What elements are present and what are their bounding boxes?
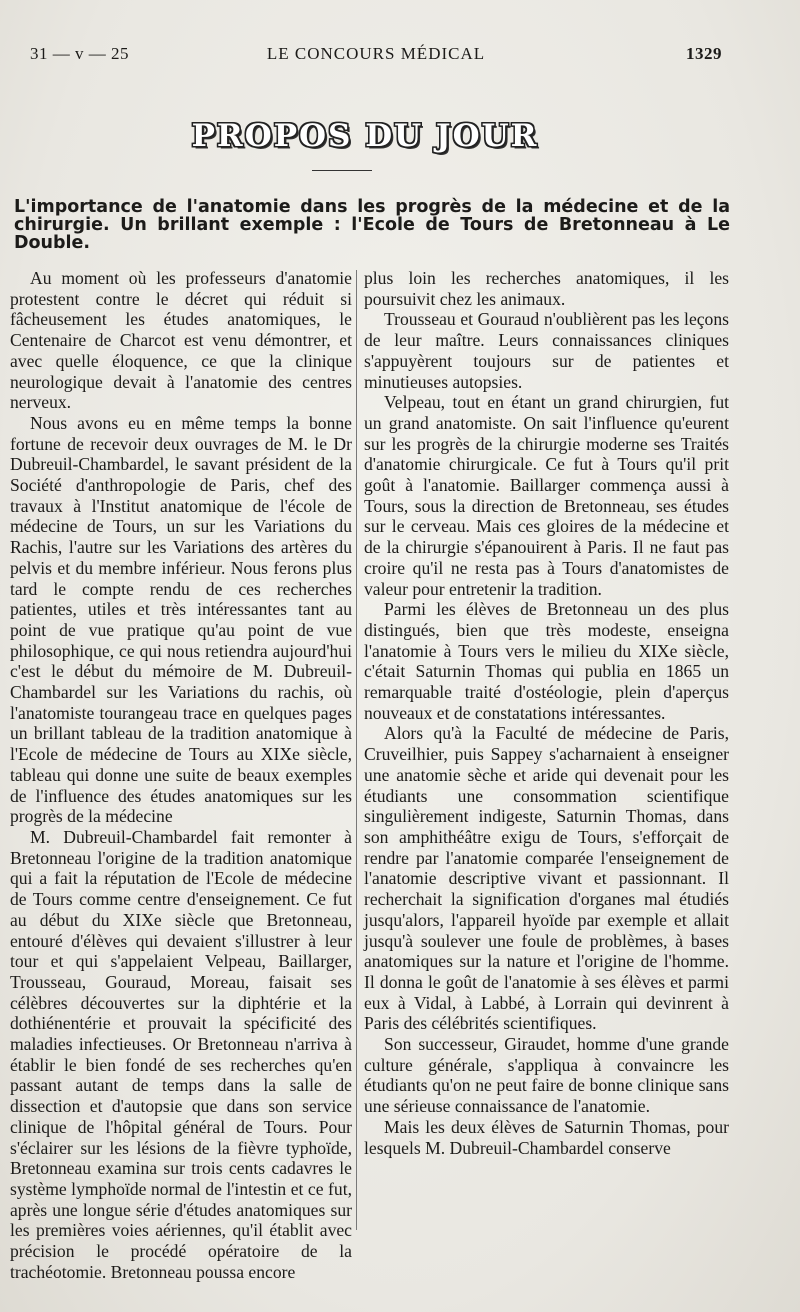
right-column — [364, 268, 729, 1158]
title-divider — [312, 170, 372, 171]
paragraph: Trousseau et Gouraud n'oublièrent pas les leçons de leur maître. Leurs connaissances cliniques s'appuyèrent toujours sur de patientes et minutieuses autopsies. — [364, 309, 729, 392]
paragraph: M. Dubreuil-Chambardel fait remonter à Bretonneau l'origine de la tradition anatomique qui a fait la réputation de l'Ecole de médecine de Tours comme centre d'enseignement. Ce fut au début du XIXe siècle que Bretonneau, entouré d'élèves qui devaient s'illustrer à leur tour et qui s'appelaient Velpeau, Baillarger, Trousseau, Gouraud, Moreau, faisait ses célèbres découvertes sur la diphtérie et la dothiénentérie et prouvait la spécificité des maladies infectieuses. Or Bretonneau n'arriva à établir le bien fondé de ses recherches qu'en passant autant de temps dans la salle de dissection et d'autopsie que dans son service clinique de l'hôpital général de Tours. Pour s'éclairer sur les lésions de la fièvre typhoïde, Bretonneau examina sur trois cents cadavres le système lymphoïde normal de l'intestin et ce fut, après une longue série d'études anatomiques sur les premières voies aériennes, qu'il établit avec précision le procédé opératoire de la trachéotomie. Bretonneau poussa encore — [10, 826, 352, 1282]
journal-name: LE CONCOURS MÉDICAL — [266, 44, 486, 63]
paragraph: Son successeur, Giraudet, homme d'une grande culture générale, s'appliqua à convaincre les étudiants qu'on ne peut faire de bonne clinique sans une sérieuse connaissance de l'anatomie. — [364, 1034, 729, 1117]
article-title: L'importance de l'anatomie dans les progrès de la médecine et de la chirurgie. Un brillant exemple : l'Ecole de Tours de Bretonneau à Le Double. — [14, 197, 730, 253]
running-header — [30, 44, 722, 72]
paragraph: Velpeau, tout en étant un grand chirurgien, fut un grand anatomiste. On sait l'influence qu'eurent sur les progrès de la chirurgie moderne ses Traités d'anatomie chirurgicale. Ce fut à Tours qu'il prit goût à l'anatomie. Baillarger commença aussi à Tours, sous la direction de Bretonneau, ses études sur le cerveau. Mais ces gloires de la médecine et de la chirurgie s'épanouirent à Paris. Il ne faut pas croire qu'il ne resta pas à Tours d'anatomistes de valeur pour entretenir la tradition. — [364, 392, 729, 599]
left-column — [10, 268, 352, 1282]
paragraph: Mais les deux élèves de Saturnin Thomas, pour lesquels M. Dubreuil-Chambardel conserve — [364, 1116, 729, 1158]
page-number: 1329 — [686, 44, 722, 63]
issue-date: 31 — v — 25 — [30, 44, 129, 63]
paragraph: plus loin les recherches anatomiques, il les poursuivit chez les animaux. — [364, 268, 729, 309]
column-divider — [356, 270, 357, 1230]
section-title: PROPOS DU JOUR — [191, 118, 539, 154]
paragraph: Au moment où les professeurs d'anatomie protestent contre le décret qui réduit si fâcheusement les études anatomiques, le Centenaire de Charcot est venu démontrer, et avec quelle éloquence, ce que la clinique neurologique devait à l'anatomie des centres nerveux. — [10, 268, 352, 413]
paragraph: Parmi les élèves de Bretonneau un des plus distingués, bien que très modeste, enseigna l'anatomie à Tours vers le milieu du XIXe siècle, c'était Saturnin Thomas qui publia en 1865 un remarquable traité d'ostéologie, plein d'aperçus nouveaux et de constatations intéressantes. — [364, 599, 729, 723]
paragraph: Nous avons eu en même temps la bonne fortune de recevoir deux ouvrages de M. le Dr Dubreuil-Chambardel, le savant président de la Société d'anthropologie de Paris, chef des travaux à l'Institut anatomique de l'école de médecine de Tours, un sur les Variations du Rachis, l'autre sur les Variations des artères du pelvis et du membre inférieur. Nous ferons plus tard le compte rendu de ces recherches patientes, utiles et très intéressantes tant au point de vue pratique qu'au point de vue philosophique, ce qui nous retiendra aujourd'hui c'est le début du mémoire de M. Dubreuil-Chambardel sur les Variations du rachis, où l'anatomiste tourangeau trace en quelques pages un brillant tableau de la tradition anatomique à l'Ecole de médecine de Tours au XIXe siècle, tableau qui donne une suite de beaux exemples de l'influence des études anatomiques sur les progrès de la médecine — [10, 412, 352, 827]
paragraph: Alors qu'à la Faculté de médecine de Paris, Cruveilhier, puis Sappey s'acharnaient à enseigner une anatomie sèche et aride qui devenait pour les étudiants une consommation scientifique singulièrement indigeste, Saturnin Thomas, dans son amphithéâtre exigu de Tours, s'efforçait de rendre par l'anatomie comparée l'enseignement de l'anatomie descriptive vivant et passionnant. Il recherchait la signification d'organes mal étudiés jusqu'alors, l'appareil hyoïde par exemple et allait jusqu'à soulever une foule de problèmes, à bases anatomiques sur la nature et l'origine de l'homme. Il donna le goût de l'anatomie à ses élèves et parmi eux à Vidal, à Labbé, à Lorrain qui devinrent à Paris des célébrités scientifiques. — [364, 723, 729, 1034]
